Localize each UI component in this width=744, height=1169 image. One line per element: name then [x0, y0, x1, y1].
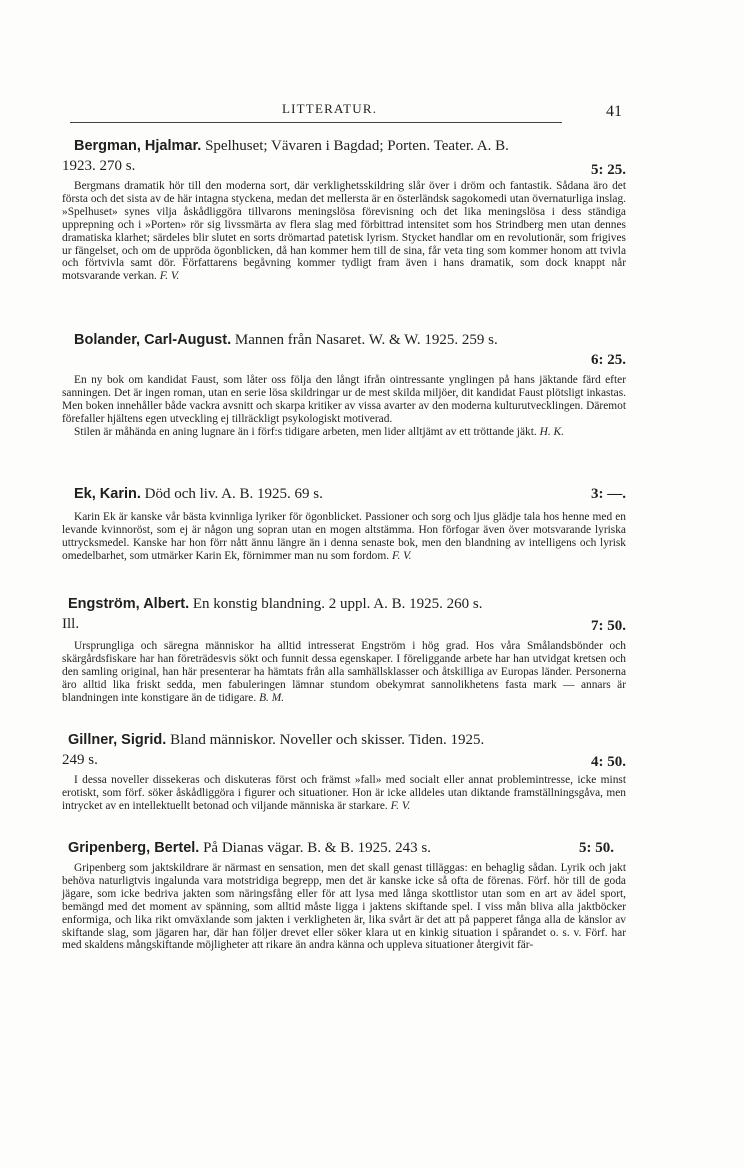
review-body: I dessa noveller dissekeras och diskuteras först och främst »fall» med socialt eller annat problemintresse, icke minst erotiskt, som förf. söker åskådliggöra i figurer och situationer. Hon är icke alldeles utan diktande framställningsgåva, men intrycket av en intellektuellt betonad och viljande människa är starkare.	[62, 774, 626, 812]
running-title: LITTERATUR.	[282, 101, 378, 116]
page-number: 41	[606, 103, 622, 120]
entry-headline-second	[62, 614, 626, 634]
review-entry-bolander	[62, 330, 626, 439]
review-entry-gripenberg	[62, 838, 626, 952]
review-body: En ny bok om kandidat Faust, som låter oss följa den långt ifrån ointressante ynglingen på hans jäktande färd efter sanningen. Det är ingen roman, utan en serie lösa skildringar ur de mest skilda miljöer, dit kandidat Faust plötsligt inkastas. Men boken innehåller både vackra avsnitt och skarpa kritiker av vissa avarter av den moderna kulturutvecklingen. Däremot förefaller hjältens egen utveckling ej tillräckligt psykologiskt motiverad.	[62, 374, 626, 425]
price: 5: 50.	[579, 840, 614, 856]
review-text	[62, 374, 626, 439]
author-name: Bolander, Carl-August.	[74, 332, 232, 348]
review-body: Karin Ek är kanske vår bästa kvinnliga lyriker för ögonblicket. Passioner och sorg och ljus glädje tala hos henne med en levande kvinnoröst, som ej är någon ung sopran utan en mogen altstämma. Hon förfogar även över motsvarande lyriska uttrycksmedel. Kanske har hon förr nått ännu längre än i denna senaste bok, men den blandning av intelligens och lyrisk omedelbarhet, som utmärker Karin Ek, förnimmer man nu som fordom.	[62, 511, 626, 562]
price: 6: 25.	[591, 352, 626, 368]
entry-headline-second	[62, 156, 626, 176]
review-body-continued	[62, 426, 626, 439]
running-head	[62, 101, 622, 123]
price: 4: 50.	[591, 754, 626, 770]
book-title: En konstig blandning. 2 uppl. A. B. 1925. 260 s.	[192, 596, 483, 612]
entry-headline	[74, 484, 638, 506]
entry-headline	[68, 730, 632, 750]
book-title: På Dianas vägar. B. & B. 1925. 243 s.	[203, 840, 431, 856]
review-entry-bergman	[62, 136, 626, 283]
book-details: Ill.	[62, 616, 80, 632]
author-name: Gripenberg, Bertel.	[68, 840, 200, 856]
book-title: Bland människor. Noveller och skisser. Tiden. 1925.	[170, 732, 485, 748]
review-text	[62, 640, 626, 705]
entry-headline	[68, 594, 632, 614]
entry-headline	[74, 330, 638, 350]
review-entry-gillner	[62, 730, 626, 813]
review-entry-engstrom	[62, 594, 626, 705]
reviewer-signature: H. K.	[539, 425, 564, 438]
price: 7: 50.	[591, 618, 626, 634]
price: 3: —.	[591, 486, 626, 502]
review-body: Gripenberg som jaktskildrare är närmast en sensation, men det skall genast tilläggas: en behaglig sådan. Lyrik och jakt behöva naturligtvis ingalunda vara motstridiga begrepp, men det är kanske icke så ofta de förenas. Förf. hör till de goda jägare, som icke bedriva jakten som näringsfång eller för att lysa med långa skottlistor utan som en art av ädel sport, bemängd med det moment av spänning, som alltid måste ligga i jaktens skiftande spel. I viss mån bliva alla jaktböcker enformiga, och lika rikt omväxlande som jakten i verkligheten är, lika svårt är det att på papperet fånga alla de känslor av skiftande slag, som jägaren har, där han följer drevet eller söker klara ut en kinkig situation i spårandet o. s. v. Förf. har med skaldens mångskiftande möjligheter att rikare än andra känna och uppleva situationer återgivit fär-	[62, 862, 626, 952]
review-text	[62, 180, 626, 283]
review-text	[62, 862, 626, 952]
reviewer-signature: B. M.	[259, 691, 285, 704]
entry-headline-second	[62, 750, 626, 770]
entry-headline	[68, 838, 632, 860]
book-title: Spelhuset; Vävaren i Bagdad; Porten. Teater. A. B.	[205, 138, 509, 154]
reviewer-signature: F. V.	[391, 549, 412, 562]
price: 5: 25.	[591, 162, 626, 178]
review-text	[62, 511, 626, 563]
review-body: Bergmans dramatik hör till den moderna sort, där verklighetsskildring slår över i dröm och fantastik. Sådana äro det första och det sista av de här intagna styckena, medan det mellersta är en österländsk sagokomedi utan övernaturliga inslag. »Spelhuset» synes vilja åskådliggöra tillvarons meningslösa förevisning och det lika meningslösa i dess ständiga upprepning och i »Porten» rör sig livssmärta av flera slag med förbittrad intensitet som hos Strindberg men utan dennes dramatiska klarhet; särdeles blir slutet en sorts drömartad patetisk lyrism. Stycket handlar om en revolutionär, som frigives ur fängelset, och om de uppröda ögonblicken, då han kommer hem till de sina, får veta ting som kommer honom att tvivla och förtvivla samt dör. Författarens begåvning kommer tydligt fram även i hans dramatik, som dock knappt når motsvarande verkan.	[62, 180, 626, 283]
book-details: 1923. 270 s.	[62, 158, 136, 174]
reviewer-signature: F. V.	[159, 270, 180, 283]
reviewer-signature: F. V.	[390, 799, 411, 812]
entry-headline	[74, 136, 638, 156]
book-details: 249 s.	[62, 752, 98, 768]
review-entry-ek	[62, 484, 626, 563]
author-name: Gillner, Sigrid.	[68, 732, 167, 748]
book-title: Död och liv. A. B. 1925. 69 s.	[144, 486, 323, 502]
entry-headline-second	[62, 350, 626, 368]
book-title: Mannen från Nasaret. W. & W. 1925. 259 s.	[234, 332, 498, 348]
review-body-second: Stilen är måhända en aning lugnare än i förf:s tidigare arbeten, men lider alltjämt av ett tröttande jäkt.	[74, 425, 537, 438]
author-name: Bergman, Hjalmar.	[74, 138, 202, 154]
review-text	[62, 774, 626, 813]
review-body: Ursprungliga och säregna människor ha alltid intresserat Engström i hög grad. Hos våra Smålandsbönder och skärgårdsfiskare har han företrädesvis sökt och funnit dessa egenskaper. I föreliggande arbete har han utvidgat kretsen och den samling original, han här presenterar ha hämtats från alla samhällsklasser och åtskilliga av Europas länder. Personerna äro alltid lika friskt sedda, men fabuleringen lämnar stundom obekymrat sannolikhetens fasta mark — annars är blandningen inte konstigare än de tidigare.	[62, 640, 626, 704]
header-rule	[70, 122, 562, 123]
author-name: Engström, Albert.	[68, 596, 190, 612]
author-name: Ek, Karin.	[74, 486, 141, 502]
